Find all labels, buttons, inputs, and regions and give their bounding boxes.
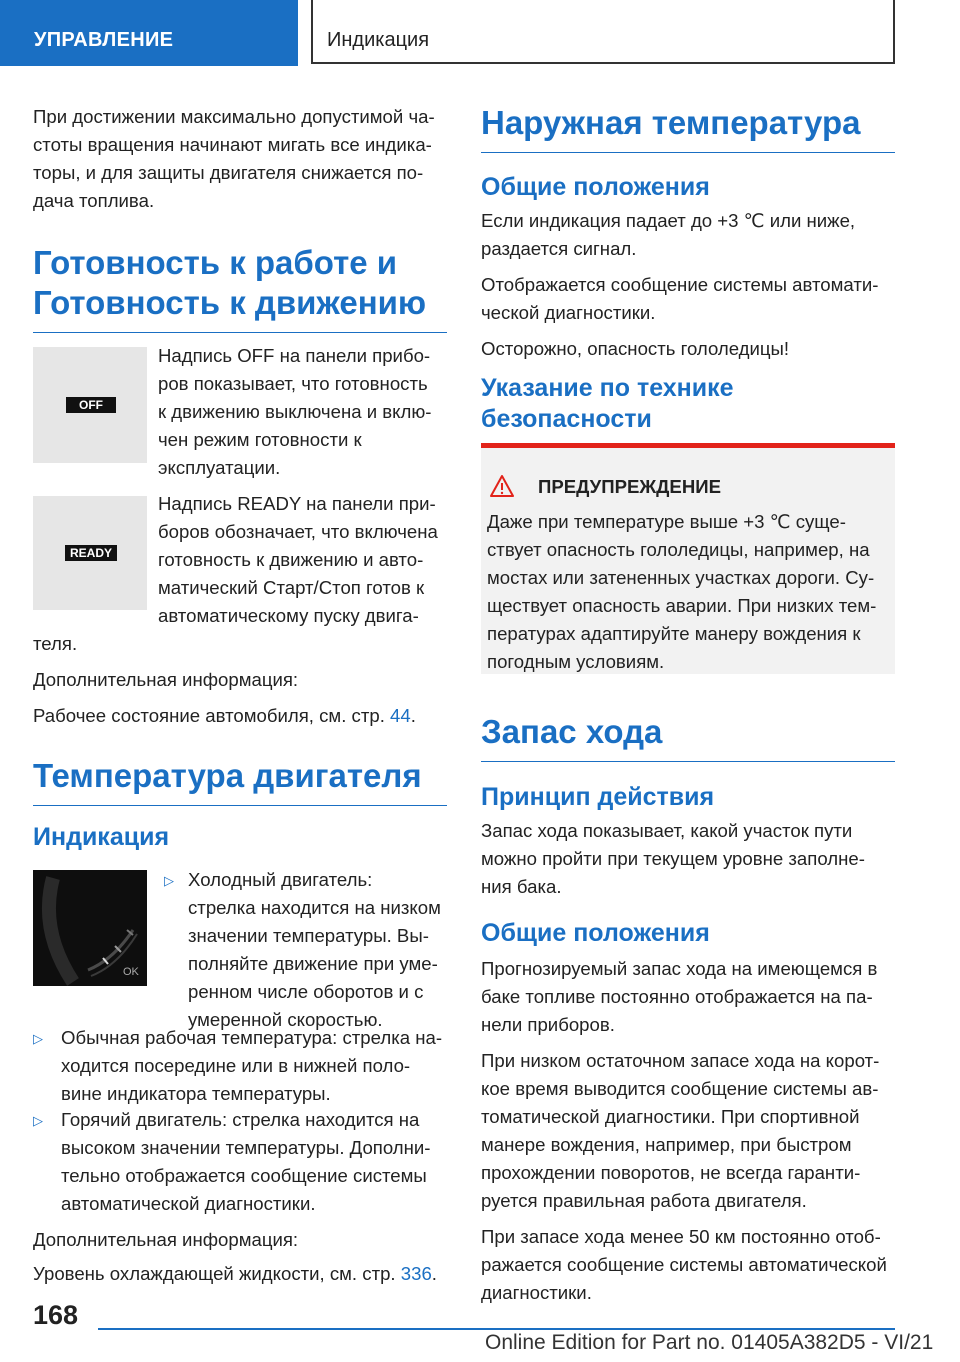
- text-line: Если индикация падает до +3 ℃ или ниже,: [481, 210, 856, 231]
- heading-line: Готовность к работе и: [33, 244, 398, 281]
- bullet-normal-temp: [61, 1024, 447, 1108]
- intro-paragraph: [33, 103, 447, 215]
- ready-indicator-image: [33, 496, 147, 610]
- reference-end: .: [410, 705, 416, 726]
- footer-rule: [98, 1328, 895, 1330]
- range-heading: Запас хода: [481, 712, 895, 762]
- text-line: дача топлива.: [33, 190, 155, 211]
- ready-heading: [33, 243, 447, 333]
- general-heading: Общие положения: [481, 173, 710, 201]
- bullet-triangle-icon: ▷: [33, 1113, 43, 1128]
- off-indicator-image: [33, 347, 147, 463]
- text-line: ческой диагностики.: [481, 302, 656, 323]
- bullet-triangle-icon: ▷: [33, 1031, 43, 1046]
- text-line: диагностики.: [481, 1282, 592, 1303]
- heading-line: безопасности: [481, 405, 652, 433]
- off-description: [158, 342, 448, 482]
- text-line: погодным условиям.: [487, 651, 665, 672]
- topic-header: Индикация: [311, 0, 895, 64]
- text-line: Обычная рабочая температура: стрелка на-: [61, 1027, 443, 1048]
- reference-line: [33, 702, 416, 730]
- text-line: ществует опасность аварии. При низких тем-: [487, 595, 877, 616]
- text-line: значении температуры. Вы-: [188, 925, 429, 946]
- text-line: торы, и для защиты двигателя снижается по-: [33, 162, 424, 183]
- outside-temp-text: [481, 207, 895, 363]
- text-line: Осторожно, опасность гололедицы!: [481, 338, 790, 359]
- text-line: ния бака.: [481, 876, 562, 897]
- gauge-ok-label: OK: [123, 966, 139, 978]
- bullet-triangle-icon: ▷: [164, 873, 174, 888]
- text-line: нели приборов.: [481, 1014, 615, 1035]
- text-line: При запасе хода менее 50 км постоянно отоб-: [481, 1226, 881, 1247]
- text-line: Надпись OFF на панели прибо-: [158, 345, 431, 366]
- text-line: готовность к движению и авто-: [158, 549, 424, 570]
- safety-heading: [481, 373, 734, 435]
- text-line: к движению выключена и вклю-: [158, 401, 432, 422]
- text-line: стрелка находится на низком: [188, 897, 441, 918]
- more-info-label: Дополнительная информация:: [33, 1229, 299, 1250]
- principle-text: [481, 817, 895, 901]
- more-info-label: Дополнительная информация:: [33, 669, 299, 690]
- page-link[interactable]: 44: [390, 705, 411, 726]
- text-line: ражается сообщение системы автоматической: [481, 1254, 887, 1275]
- text-line: томатической диагностики. При спортивной: [481, 1106, 860, 1127]
- temperature-gauge-image: [33, 870, 147, 986]
- outside-temp-heading: Наружная температура: [481, 103, 895, 153]
- off-badge: OFF: [66, 397, 116, 413]
- bullet-cold-engine: [188, 866, 448, 1034]
- text-line: ходится посередине или в нижней поло-: [61, 1055, 411, 1076]
- range-text: [481, 955, 895, 1307]
- text-line: Даже при температуре выше +3 ℃ суще-: [487, 511, 846, 532]
- text-line: автоматическому пуску двига-: [158, 605, 419, 626]
- text-line: прохождении поворотов, не всегда гаранти-: [481, 1162, 861, 1183]
- text-line: раздается сигнал.: [481, 238, 637, 259]
- page-link[interactable]: 336: [400, 1263, 432, 1284]
- section-tab: УПРАВЛЕНИЕ: [0, 0, 298, 66]
- text-line: ренном числе оборотов и с: [188, 981, 424, 1002]
- text-line: полняйте движение при уме-: [188, 953, 438, 974]
- text-line: тельно отображается сообщение системы: [61, 1165, 427, 1186]
- edition-info: Online Edition for Part no. 01405A382D5 - VI/21: [485, 1331, 934, 1354]
- text-line: кое время выводится сообщение системы ав-: [481, 1078, 879, 1099]
- text-line: пературах адаптируйте манеру вождения к: [487, 623, 861, 644]
- text-line: ров показывает, что готовность: [158, 373, 428, 394]
- text-line: высоком значении температуры. Дополни-: [61, 1137, 431, 1158]
- text-line: чен режим готовности к: [158, 429, 362, 450]
- principle-heading: Принцип действия: [481, 783, 715, 811]
- reference-end: .: [431, 1263, 437, 1284]
- text-line: руется правильная работа двигателя.: [481, 1190, 807, 1211]
- page-number: 168: [33, 1300, 79, 1330]
- text-line: умеренной скоростью.: [188, 1009, 383, 1030]
- text-line: боров обозначает, что включена: [158, 521, 438, 542]
- text-line: вине индикатора температуры.: [61, 1083, 331, 1104]
- text-line: можно пройти при текущем уровне заполне-: [481, 848, 865, 869]
- text-line: При достижении максимально допустимой ча-: [33, 106, 435, 127]
- text-line: теля.: [33, 633, 78, 654]
- indication-heading: Индикация: [33, 823, 170, 851]
- text-line: Горячий двигатель: стрелка находится на: [61, 1109, 420, 1130]
- warning-text: [487, 508, 891, 676]
- text-line: стоты вращения начинают мигать все индика-: [33, 134, 432, 155]
- text-line: Прогнозируемый запас хода на имеющемся в: [481, 958, 878, 979]
- reference-text: Рабочее состояние автомобиля, см. стр.: [33, 705, 391, 726]
- bullet-hot-engine: [61, 1106, 447, 1218]
- text-line: Отображается сообщение системы автомати-: [481, 274, 879, 295]
- reference-text: Уровень охлаждающей жидкости, см. стр.: [33, 1263, 401, 1284]
- ready-description: [158, 490, 448, 630]
- heading-line: Указание по технике: [481, 374, 734, 402]
- text-line: мостах или затененных участках дороги. Су-: [487, 567, 875, 588]
- text-line: манере вождения, например, при быстром: [481, 1134, 852, 1155]
- text-line: Запас хода показывает, какой участок пути: [481, 820, 853, 841]
- text-line: матический Старт/Стоп готов к: [158, 577, 425, 598]
- general-heading: Общие положения: [481, 919, 710, 947]
- text-line: баке топливе постоянно отображается на па-: [481, 986, 873, 1007]
- warning-title: ПРЕДУПРЕЖДЕНИЕ: [538, 476, 722, 497]
- heading-line: Готовность к движению: [33, 284, 427, 321]
- warning-box: [481, 443, 895, 674]
- text-line: ствует опасность гололедицы, например, на: [487, 539, 870, 560]
- engine-temp-heading: Температура двигателя: [33, 756, 447, 806]
- text-line: При низком остаточном запасе хода на корот-: [481, 1050, 880, 1071]
- text-line: эксплуатации.: [158, 457, 281, 478]
- text-line: автоматической диагностики.: [61, 1193, 316, 1214]
- ready-badge: READY: [65, 545, 117, 561]
- reference-line: [33, 1260, 437, 1288]
- text-line: Холодный двигатель:: [188, 869, 373, 890]
- warning-triangle-icon: [489, 474, 515, 498]
- text-line: Надпись READY на панели при-: [158, 493, 436, 514]
